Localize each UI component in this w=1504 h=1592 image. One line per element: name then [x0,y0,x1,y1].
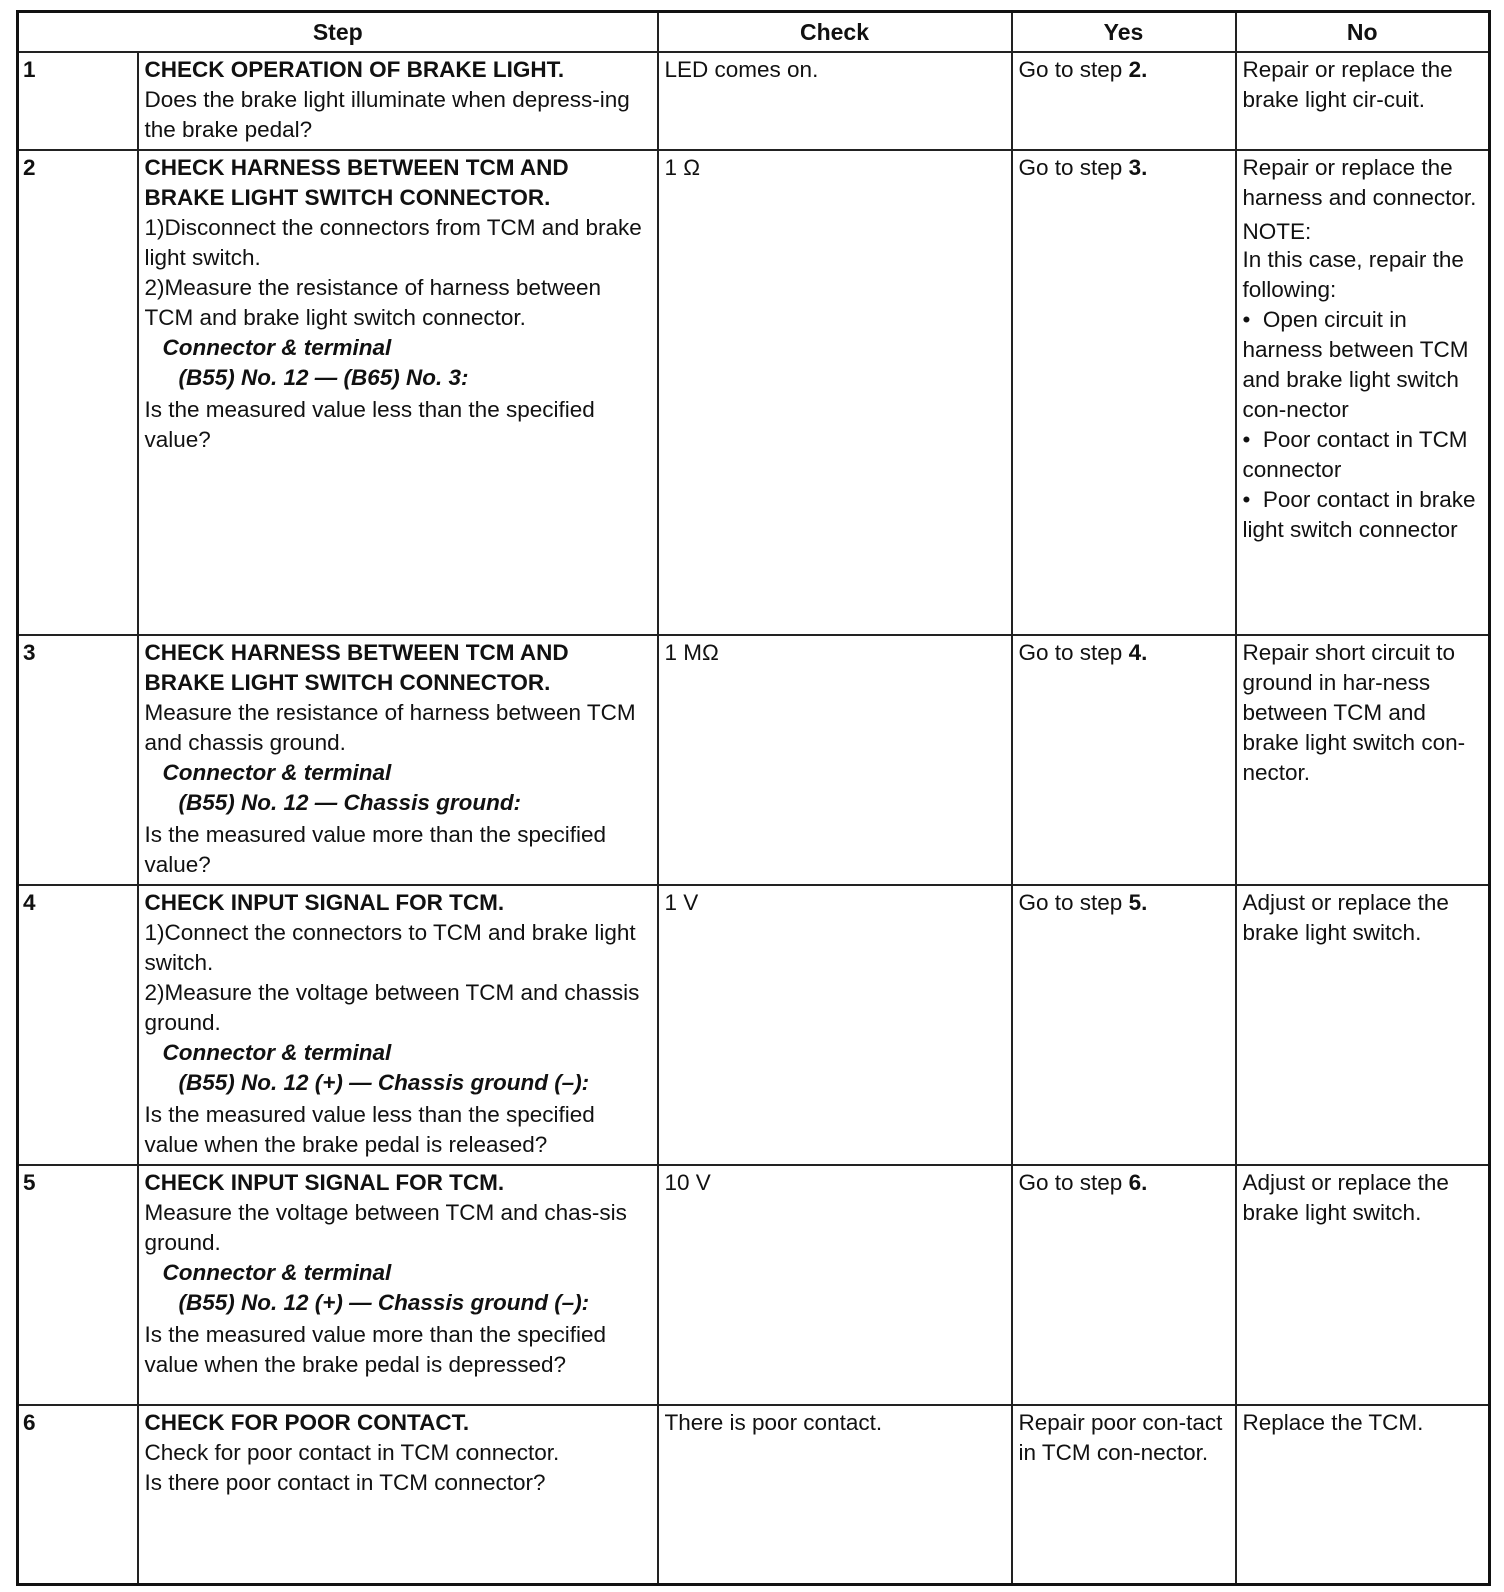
connector-terminals: (B55) No. 12 (+) — Chassis ground (–): [178,1069,590,1095]
step-instruction: 1)Connect the connectors to TCM and brake light switch. [144,919,636,975]
header-step: Step [18,12,658,52]
step-instruction: Measure the resistance of harness between TCM and chassis ground. [144,699,636,755]
note-heading: NOTE: [1242,218,1312,244]
step-question: Is the measured value less than the specified value? [144,396,595,452]
connector-terminals: (B55) No. 12 — (B65) No. 3: [178,364,469,390]
step-cell [138,1165,658,1405]
step-number: 1 [18,52,138,150]
step-title: CHECK INPUT SIGNAL FOR TCM. [144,889,505,915]
step-title: CHECK FOR POOR CONTACT. [144,1409,470,1435]
step-number: 4 [18,885,138,1165]
check-cell: LED comes on. [658,52,1012,150]
step-instruction: Measure the voltage between TCM and chas-sis ground. [144,1199,627,1255]
header-row [18,12,1490,52]
yes-prefix: Go to step [1018,1169,1129,1195]
diagnostic-procedure [16,10,1488,1582]
no-cell: Adjust or replace the brake light switch. [1236,1165,1490,1405]
check-cell: 1 V [658,885,1012,1165]
step-cell [138,1405,658,1585]
yes-cell: Repair poor con-tact in TCM con-nector. [1012,1405,1236,1585]
step-title: CHECK INPUT SIGNAL FOR TCM. [144,1169,505,1195]
step-instruction: 2)Measure the resistance of harness between TCM and brake light switch connector. [144,274,602,330]
yes-prefix: Go to step [1018,889,1129,915]
step-instruction: Check for poor contact in TCM connector. [144,1439,560,1465]
connector-label: Connector & terminal [162,334,392,360]
yes-cell [1012,52,1236,150]
table-row [18,635,1490,885]
step-cell [138,52,658,150]
step-instruction: 2)Measure the voltage between TCM and chassis ground. [144,979,640,1035]
step-title: CHECK OPERATION OF BRAKE LIGHT. [144,56,565,82]
note-bullet: • Poor contact in brake light switch connector [1243,485,1483,545]
yes-step-number: 4. [1128,639,1148,665]
yes-prefix: Go to step [1018,56,1129,82]
table-row [18,52,1490,150]
connector-terminals: (B55) No. 12 (+) — Chassis ground (–): [178,1289,590,1315]
check-cell: 10 V [658,1165,1012,1405]
step-title: CHECK HARNESS BETWEEN TCM AND BRAKE LIGHT SWITCH CONNECTOR. [144,154,569,210]
yes-step-number: 2. [1128,56,1148,82]
no-cell: Replace the TCM. [1236,1405,1490,1585]
step-cell [138,150,658,635]
yes-step-number: 5. [1128,889,1148,915]
step-question: Is the measured value more than the specified value? [144,821,607,877]
connector-terminals: (B55) No. 12 — Chassis ground: [178,789,522,815]
connector-label: Connector & terminal [162,1259,392,1285]
connector-label: Connector & terminal [162,759,392,785]
header-check: Check [658,12,1012,52]
check-cell: 1 MΩ [658,635,1012,885]
note-bullet: • Open circuit in harness between TCM and brake light switch con-nector [1243,305,1483,425]
note-bullet: • Poor contact in TCM connector [1243,425,1483,485]
table-row [18,1165,1490,1405]
no-action: Repair or replace the harness and connector. [1242,154,1477,210]
no-cell: Repair or replace the brake light cir-cuit. [1236,52,1490,150]
step-cell [138,635,658,885]
step-number: 2 [18,150,138,635]
yes-step-number: 6. [1128,1169,1148,1195]
step-title: CHECK HARNESS BETWEEN TCM AND BRAKE LIGHT SWITCH CONNECTOR. [144,639,569,695]
check-cell: There is poor contact. [658,1405,1012,1585]
yes-cell [1012,885,1236,1165]
step-cell [138,885,658,1165]
step-question: Is the measured value less than the specified value when the brake pedal is released? [144,1101,595,1157]
yes-step-number: 3. [1128,154,1148,180]
yes-prefix: Go to step [1018,154,1129,180]
table-row [18,885,1490,1165]
no-cell [1236,150,1490,635]
table-row [18,1405,1490,1585]
step-number: 3 [18,635,138,885]
note-text: In this case, repair the following: [1242,246,1464,302]
table-row [18,150,1490,635]
diagnostic-table [16,10,1491,1586]
step-number: 5 [18,1165,138,1405]
yes-cell [1012,635,1236,885]
step-question: Is there poor contact in TCM connector? [144,1469,546,1495]
no-cell: Repair short circuit to ground in har-ness between TCM and brake light switch con-nector. [1236,635,1490,885]
step-question: Is the measured value more than the specified value when the brake pedal is depressed? [144,1321,607,1377]
check-cell: 1 Ω [658,150,1012,635]
connector-label: Connector & terminal [162,1039,392,1065]
no-cell: Adjust or replace the brake light switch. [1236,885,1490,1165]
yes-cell [1012,150,1236,635]
header-no: No [1236,12,1490,52]
step-number: 6 [18,1405,138,1585]
header-yes: Yes [1012,12,1236,52]
yes-cell [1012,1165,1236,1405]
step-instruction: 1)Disconnect the connectors from TCM and brake light switch. [144,214,642,270]
yes-prefix: Go to step [1018,639,1129,665]
step-text: Does the brake light illuminate when depress-ing the brake pedal? [144,86,630,142]
